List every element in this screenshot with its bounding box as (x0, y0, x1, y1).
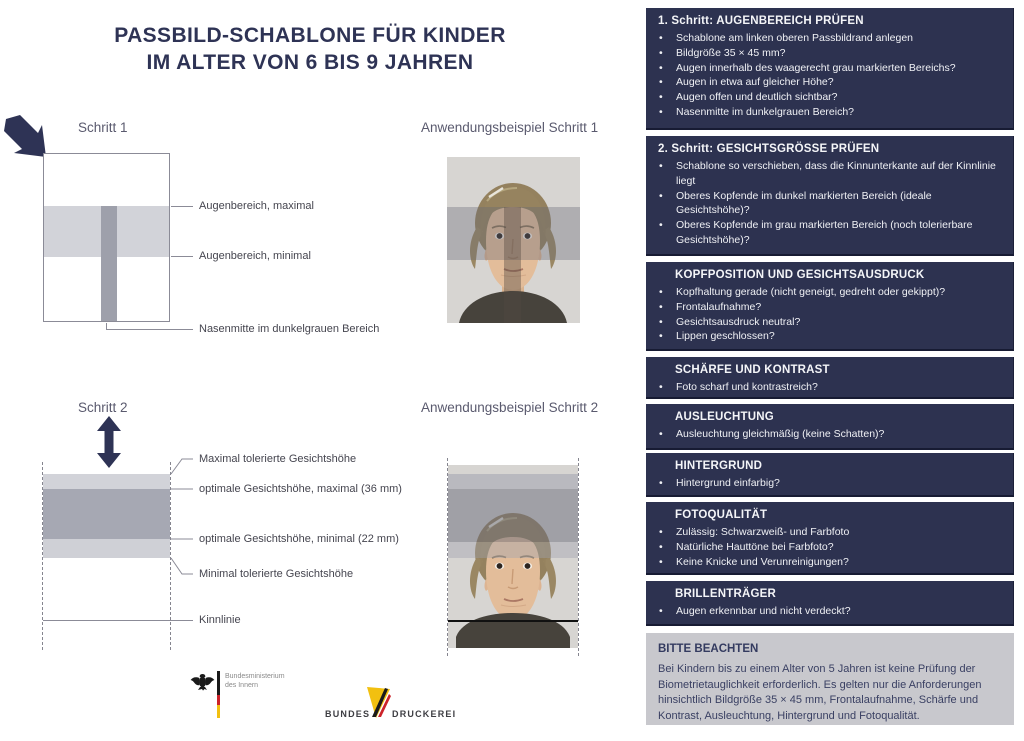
step1-label: Schritt 1 (78, 120, 128, 135)
checklist-item-text: Schablone so verschieben, dass die Kinnunterkante auf der Kinnlinie liegt (676, 160, 996, 187)
bullet-icon: • (659, 477, 663, 489)
checklist-item-text: Zulässig: Schwarzweiß- und Farbfoto (676, 526, 850, 538)
checklist-item-text: Foto scharf und kontrastreich? (676, 381, 818, 393)
bullet-icon: • (659, 381, 663, 393)
label-eye-min: Augenbereich, minimal (199, 250, 311, 262)
checklist-item (658, 285, 1003, 300)
band-max-tolerated (43, 474, 170, 489)
label-max-tolerated: Maximal tolerierte Gesichtshöhe (199, 453, 357, 465)
checklist-item (658, 105, 1003, 120)
checklist-item-text: Augen in etwa auf gleicher Höhe? (676, 76, 834, 89)
checklist-section (646, 262, 1014, 351)
checklist-item-text: Augen erkennbar und nicht verdeckt? (676, 605, 851, 617)
corner-arrow-icon (4, 114, 48, 160)
bullet-icon: • (659, 315, 663, 328)
band-optimal (43, 489, 170, 539)
label-opt-min: optimale Gesichtshöhe, minimal (22 mm) (199, 533, 399, 545)
checklist-item (658, 218, 1003, 248)
checklist-item-text: Nasenmitte im dunkelgrauen Bereich? (676, 105, 855, 118)
ministry-logo (190, 668, 310, 720)
checklist-section (646, 136, 1014, 256)
bullet-icon: • (659, 189, 663, 202)
checklist-item-text: Ausleuchtung gleichmäßig (keine Schatten)? (676, 428, 885, 440)
page-title-line2: IM ALTER VON 6 BIS 9 JAHREN (146, 51, 474, 74)
example1-label: Anwendungsbeispiel Schritt 1 (421, 120, 599, 135)
bullet-icon: • (659, 160, 663, 172)
bullet-icon: • (659, 76, 663, 89)
connector-eye-min (171, 256, 193, 257)
ministry-name-line1: Bundesministerium (225, 673, 285, 680)
bullet-icon: • (659, 300, 663, 313)
bullet-icon: • (659, 286, 663, 298)
example2-label: Anwendungsbeispiel Schritt 2 (421, 400, 599, 415)
connector-nose-h (106, 329, 193, 330)
checklist-section (646, 581, 1014, 626)
note-box (646, 633, 1014, 725)
flag-stripe-red (217, 695, 220, 705)
section-title: BRILLENTRÄGER (675, 588, 776, 600)
checklist-item (658, 380, 1003, 395)
nose-center-stripe (101, 206, 117, 321)
note-title: BITTE BEACHTEN (658, 643, 759, 655)
label-opt-max: optimale Gesichtshöhe, maximal (36 mm) (199, 483, 402, 495)
template-step1 (43, 153, 170, 322)
checklist-item-text: Natürliche Hauttöne bei Farbfoto? (676, 540, 834, 553)
section-items (658, 476, 1003, 491)
bullet-icon: • (659, 105, 663, 118)
step2-label: Schritt 2 (78, 400, 128, 415)
checklist-item-text: Augen innerhalb des waagerecht grau markierten Bereichs? (676, 61, 956, 74)
photo2-band-min-overlay (448, 542, 578, 558)
chin-line (43, 620, 193, 621)
bullet-icon: • (659, 428, 663, 440)
label-min-tolerated: Minimal tolerierte Gesichtshöhe (199, 568, 354, 580)
flag-stripe-black (217, 671, 220, 695)
section-items (658, 604, 1003, 619)
checklist-item-text: Augen offen und deutlich sichtbar? (676, 91, 838, 104)
ministry-name (225, 672, 285, 690)
example-photo-step2 (448, 465, 578, 648)
note-body: Bei Kindern bis zu einem Alter von 5 Jahren ist keine Prüfung der Biometrietauglichkeit erforderlich. Es gelten nur die Anforderungen hinsichtlich Bildgröße 35 × 45 mm, Frontalaufnahme, Schärfe und Kontrast, Ausleuchtung, Hintergrund und Fotoqualität. (658, 663, 982, 722)
checklist-item (658, 300, 1003, 315)
section-title: SCHÄRFE UND KONTRAST (675, 364, 830, 376)
photo1-nose-stripe-overlay (504, 207, 521, 323)
bullet-icon: • (659, 555, 663, 568)
bundesdruckerei-text-right: DRUCKEREI (392, 709, 457, 719)
bullet-icon: • (659, 61, 663, 74)
example-photo-step1 (447, 157, 580, 323)
bullet-icon: • (659, 540, 663, 553)
band-min-tolerated (43, 539, 170, 558)
checklist-item (658, 427, 1003, 442)
checklist-item (658, 525, 1003, 540)
checklist-item (658, 189, 1003, 219)
section-title: HINTERGRUND (675, 460, 763, 472)
checklist-item (658, 555, 1003, 570)
section-title: 1. Schritt: AUGENBEREICH PRÜFEN (658, 15, 864, 27)
checklist-item-text: Kopfhaltung gerade (nicht geneigt, gedreht oder gekippt)? (676, 286, 946, 298)
photo2-band-max-overlay (448, 474, 578, 489)
checklist-item-text: Gesichtsausdruck neutral? (676, 315, 801, 328)
flag-stripe-gold (217, 705, 220, 718)
checklist-item (658, 61, 1003, 76)
checklist-item (658, 46, 1003, 61)
bullet-icon: • (659, 526, 663, 538)
federal-eagle-icon (190, 671, 215, 691)
checklist-section (646, 404, 1014, 450)
checklist-item-text: Bildgröße 35 × 45 mm? (676, 46, 786, 59)
checklist-item-text: Oberes Kopfende im dunkel markierten Bereich (ideale Gesichtshöhe)? (676, 189, 932, 217)
section-items (658, 427, 1003, 442)
checklist-item-text: Schablone am linken oberen Passbildrand anlegen (676, 32, 913, 44)
checklist-item-text: Hintergrund einfarbig? (676, 477, 780, 489)
label-nose: Nasenmitte im dunkelgrauen Bereich (199, 323, 380, 335)
section-title: FOTOQUALITÄT (675, 509, 768, 521)
checklist-item (658, 75, 1003, 90)
diagram2-connectors (160, 450, 200, 580)
bullet-icon: • (659, 46, 663, 59)
checklist-panel (646, 0, 1014, 741)
photo2-band-optimal-overlay (448, 489, 578, 542)
checklist-item (658, 329, 1003, 344)
page-title (0, 22, 620, 76)
checklist-item (658, 540, 1003, 555)
page-title-line1: PASSBILD-SCHABLONE FÜR KINDER (114, 24, 506, 47)
photo2-chin-line-overlay (448, 620, 578, 622)
bullet-icon: • (659, 91, 663, 104)
section-title: AUSLEUCHTUNG (675, 411, 774, 423)
section-title: 2. Schritt: GESICHTSGRÖSSE PRÜFEN (658, 143, 880, 155)
checklist-section (646, 8, 1014, 130)
photo2-dash-right (578, 458, 579, 656)
checklist-item (658, 604, 1003, 619)
checklist-item-text: Frontalaufnahme? (676, 300, 762, 313)
ministry-name-line2: des Innern (225, 682, 259, 689)
checklist-item (658, 90, 1003, 105)
connector-eye-max (171, 206, 193, 207)
checklist-item (658, 476, 1003, 491)
section-items (658, 159, 1003, 248)
checklist-item-text: Oberes Kopfende im grau markierten Bereich (noch tolerierbare Gesichtshöhe)? (676, 219, 973, 246)
checklist-item (658, 159, 1003, 189)
section-items (658, 31, 1003, 120)
bullet-icon: • (659, 32, 663, 44)
bundesdruckerei-text-left: BUNDES (325, 709, 371, 719)
bundesdruckerei-mark-icon (365, 686, 391, 719)
label-eye-max: Augenbereich, maximal (199, 200, 314, 212)
bundesdruckerei-logo (325, 686, 457, 722)
checklist-item (658, 315, 1003, 330)
bullet-icon: • (659, 219, 663, 232)
checklist-item (658, 31, 1003, 46)
checklist-section (646, 453, 1014, 497)
checklist-section (646, 357, 1014, 399)
bullet-icon: • (659, 605, 663, 617)
label-chin: Kinnlinie (199, 614, 241, 626)
bullet-icon: • (659, 330, 663, 343)
checklist-item-text: Lippen geschlossen? (676, 330, 775, 343)
checklist-section (646, 502, 1014, 575)
checklist-item-text: Keine Knicke und Verunreinigungen? (676, 555, 849, 568)
section-items (658, 525, 1003, 569)
vertical-double-arrow-icon (96, 416, 122, 468)
section-title: KOPFPOSITION UND GESICHTSAUSDRUCK (675, 269, 925, 281)
section-items (658, 285, 1003, 344)
section-items (658, 380, 1003, 395)
